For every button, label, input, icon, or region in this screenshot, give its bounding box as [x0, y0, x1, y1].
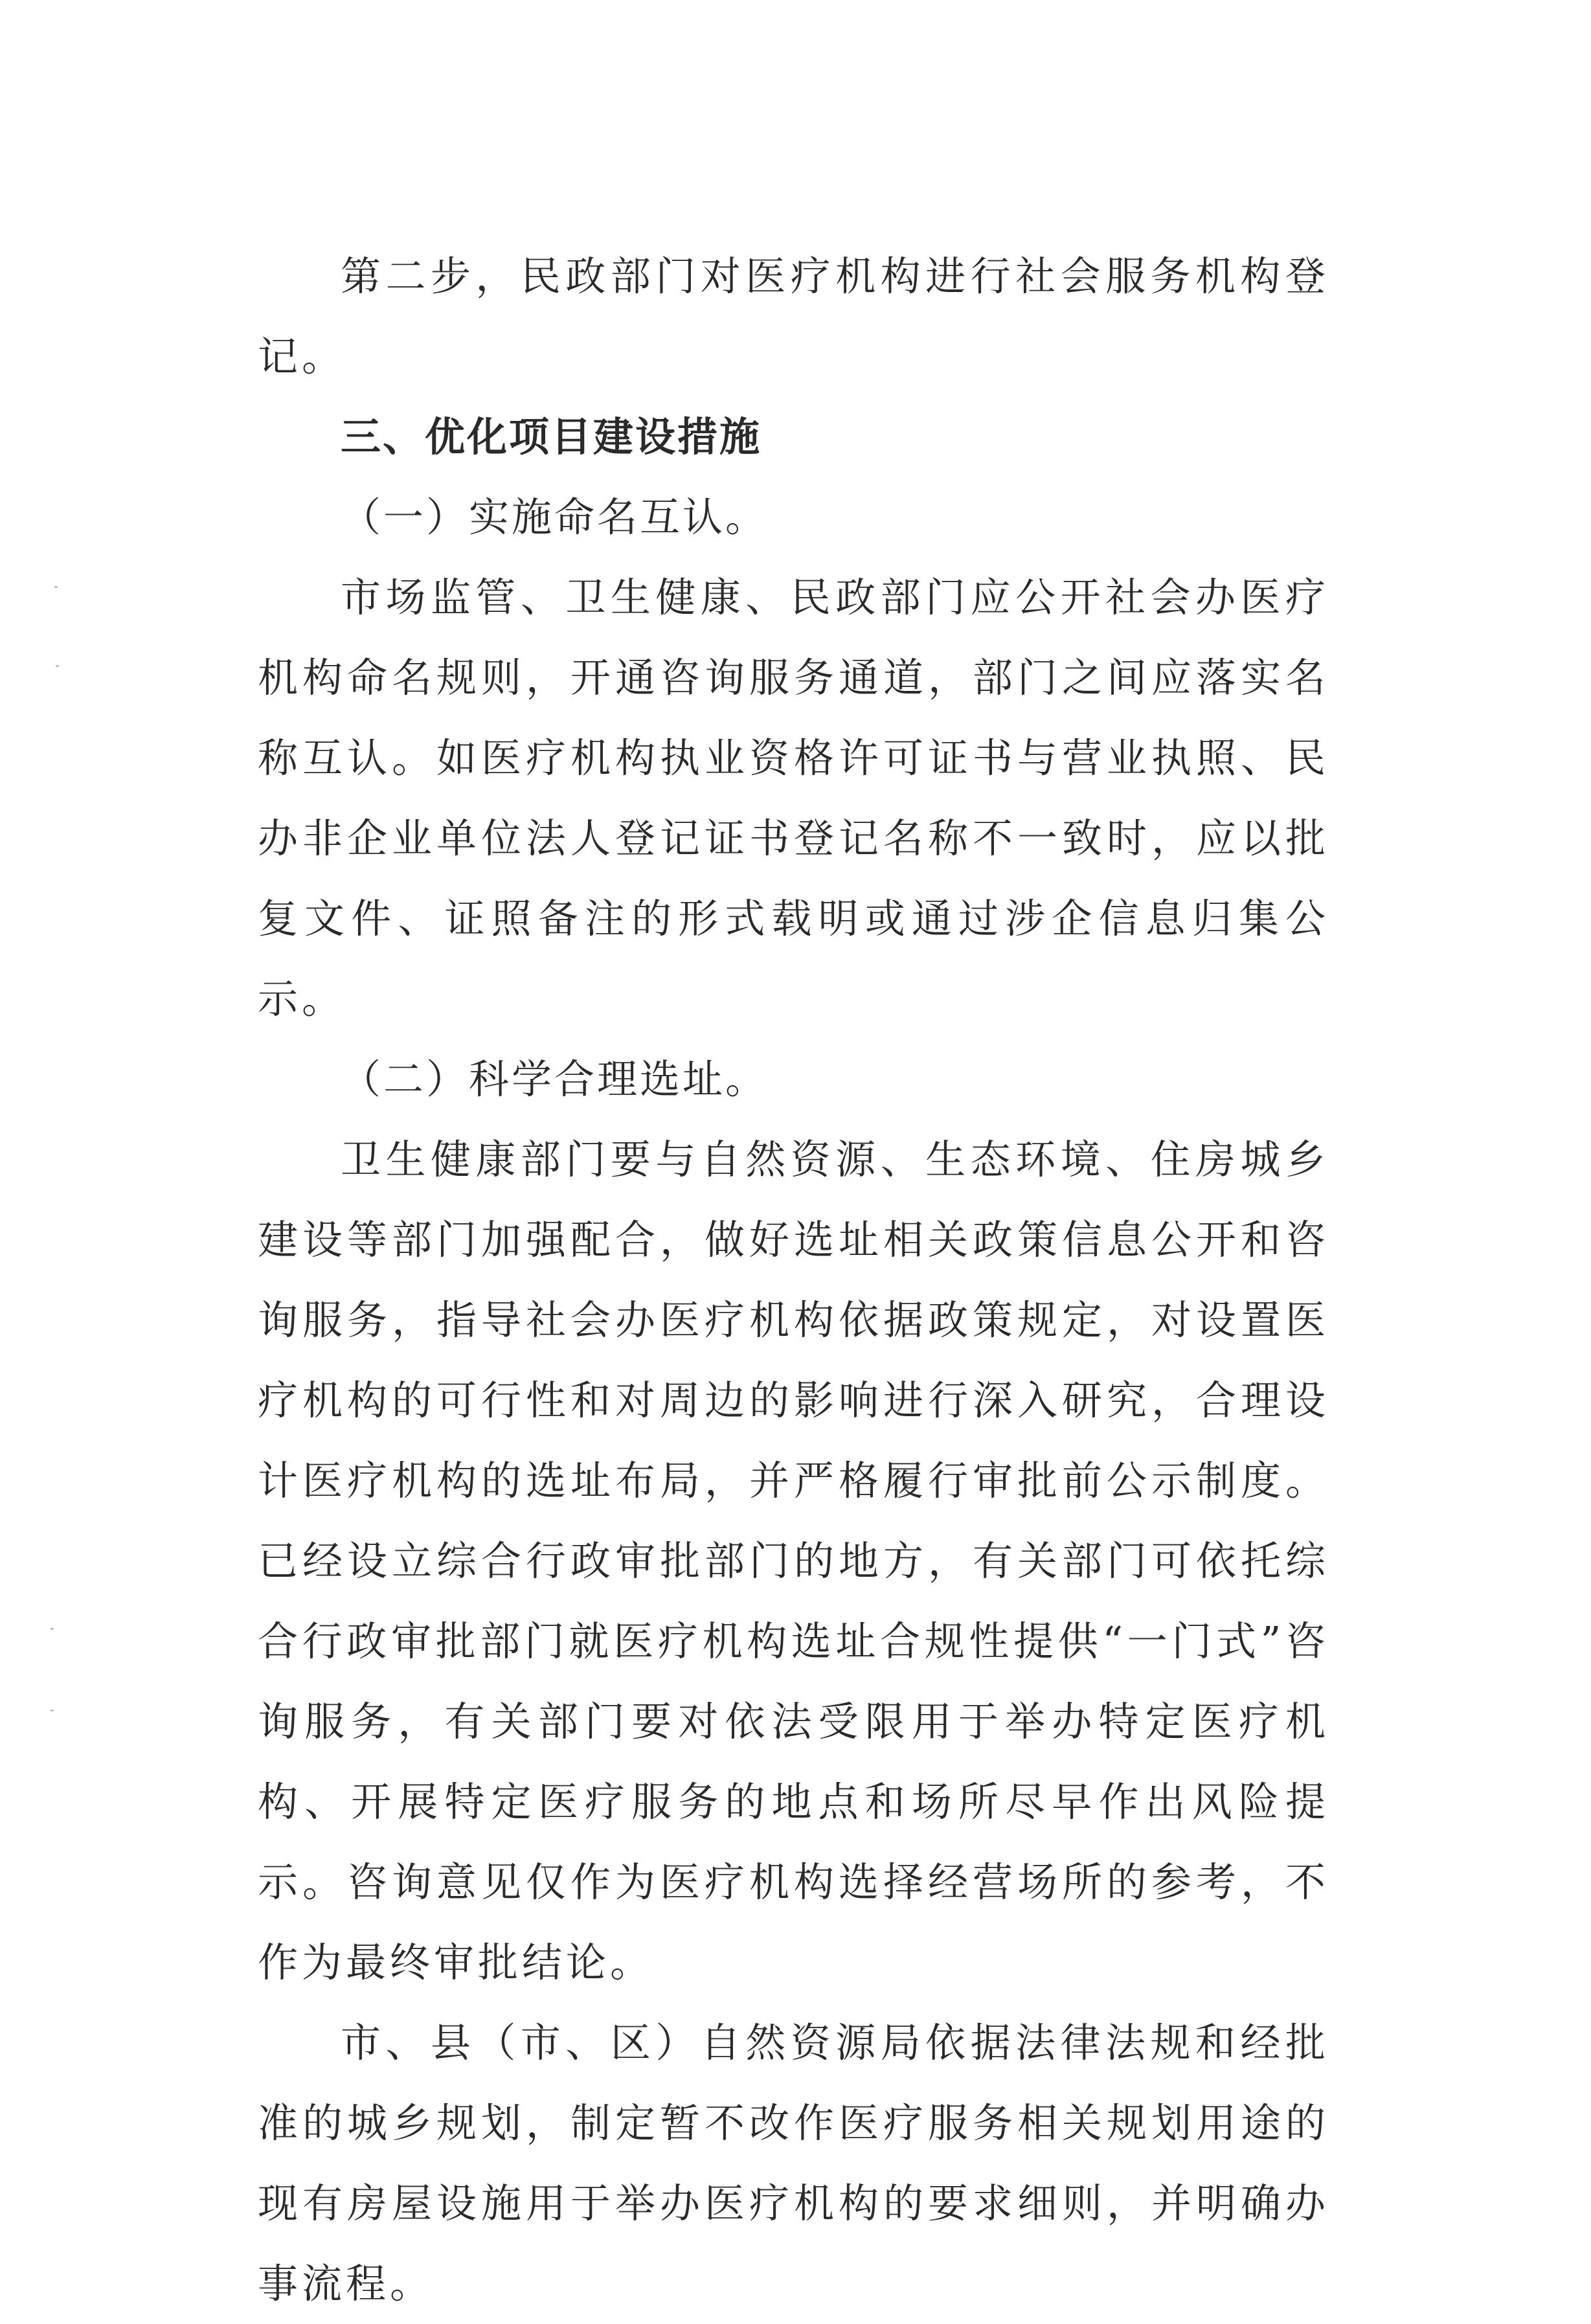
paragraph-naming: 市场监管、卫生健康、民政部门应公开社会办医疗机构命名规则，开通咨询服务通道，部门之间应落实名称互认。如医疗机构执业资格许可证书与营业执照、民办非企业单位法人登记证书登记名称不一致时，应以批复文件、证照备注的形式载明或通过涉企信息归集公示。 [258, 574, 1329, 1022]
paragraph-site-selection: 卫生健康部门要与自然资源、生态环境、住房城乡建设等部门加强配合，做好选址相关政策信息公开和咨询服务，指导社会办医疗机构依据政策规定，对设置医疗机构的可行性和对周边的影响进行深入研究，合理设计医疗机构的选址布局，并严格履行审批前公示制度。已经设立综合行政审批部门的地方，有关部门可依托综合行政审批部门就医疗机构选址合规性提供“一门式”咨询服务，有关部门要对依法受限用于举办特定医疗机构、开展特定医疗服务的地点和场所尽早作出风险提示。咨询意见仅作为医疗机构选择经营场所的参考，不作为最终审批结论。 [258, 1136, 1329, 1986]
subsection-heading-naming: （一）实施命名互认。 [341, 493, 769, 541]
subsection-heading-site: （二）科学合理选址。 [341, 1055, 769, 1103]
paragraph-step-two: 第二步，民政部门对医疗机构进行社会服务机构登记。 [258, 253, 1329, 380]
scan-speck [51, 1709, 54, 1711]
document-body [258, 236, 1329, 2324]
paragraph-natural-resources: 市、县（市、区）自然资源局依据法律法规和经批准的城乡规划，制定暂不改作医疗服务相关规划用途的现有房屋设施用于举办医疗机构的要求细则，并明确办事流程。 [258, 2019, 1329, 2307]
scan-speck [54, 586, 58, 588]
scan-speck [56, 665, 59, 667]
scan-speck [51, 1628, 54, 1630]
section-heading: 三、优化项目建设措施 [341, 413, 762, 460]
